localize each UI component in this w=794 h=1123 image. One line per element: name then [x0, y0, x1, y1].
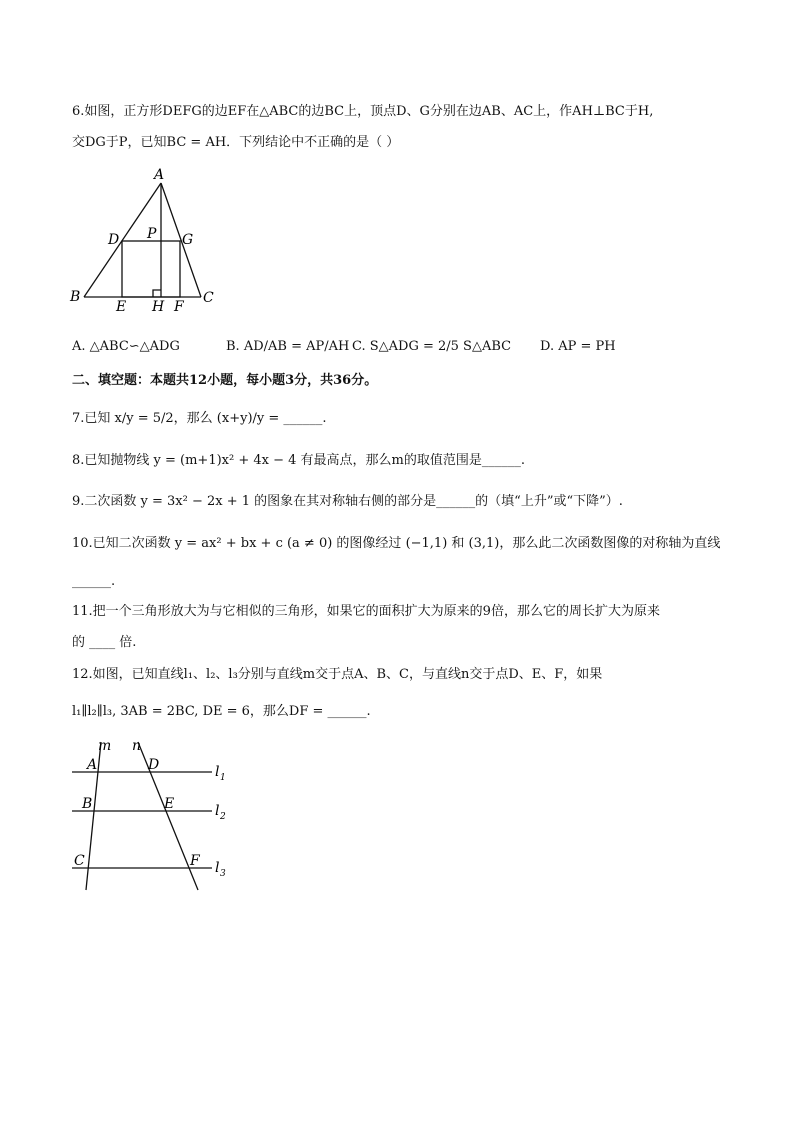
q6-label-c: C: [203, 290, 214, 306]
q9-text: 9.二次函数 y = 3x² − 2x + 1 的图象在其对称轴右侧的部分是______的（填“上升”或“下降”）.: [72, 494, 623, 509]
q10-text-line1: 10.已知二次函数 y = ax² + bx + c (a ≠ 0) 的图像经过 (−1,1) 和 (3,1)，那么此二次函数图像的对称轴为直线: [72, 536, 721, 551]
q11-text-line2: 的 ____ 倍.: [72, 635, 137, 650]
q6-option-c: C. S△ADG = 2/5 S△ABC: [352, 339, 512, 354]
q12-label-l2: l: [215, 803, 220, 819]
q10-text-line2: ______.: [72, 574, 116, 589]
q12-parallel-lines-figure: [66, 734, 236, 896]
q12-label-b: B: [82, 796, 93, 812]
q6-label-g: G: [182, 232, 194, 248]
q6-label-f: F: [174, 299, 184, 315]
q7-text: 7.已知 x/y = 5/2，那么 (x+y)/y = ______.: [72, 411, 327, 426]
q6-label-p: P: [147, 226, 157, 242]
section-heading-fill-in: 二、填空题：本题共12小题，每小题3分，共36分。: [72, 373, 378, 388]
q6-label-d: D: [108, 232, 120, 248]
q12-label-d: D: [148, 757, 160, 773]
q12-label-l2-sub: 2: [220, 812, 226, 822]
q12-label-e: E: [164, 796, 175, 812]
q12-label-a: A: [87, 757, 98, 773]
q8-text: 8.已知抛物线 y = (m+1)x² + 4x − 4 有最高点，那么m的取值范围是______.: [72, 453, 525, 468]
q12-label-l3-sub: 3: [220, 869, 226, 879]
q12-label-f: F: [190, 853, 200, 869]
q12-text-line1: 12.如图，已知直线l₁、l₂、l₃分别与直线m交于点A、B、C，与直线n交于点D、E、F，如果: [72, 667, 603, 682]
q6-label-h: H: [152, 299, 165, 315]
q6-option-b: B. AD/AB = AP/AH: [226, 339, 350, 354]
q6-option-d: D. AP = PH: [540, 339, 616, 354]
q12-label-c: C: [74, 853, 85, 869]
q12-text-line2: l₁∥l₂∥l₃, 3AB = 2BC, DE = 6，那么DF = ______.: [72, 704, 371, 719]
q6-text-line2: 交DG于P，已知BC = AH．下列结论中不正确的是（ ）: [72, 135, 400, 150]
q6-label-b: B: [70, 289, 81, 305]
q12-label-l3: l: [215, 860, 220, 876]
q12-label-n: n: [132, 738, 142, 754]
q12-label-m: m: [98, 738, 112, 754]
q6-triangle-figure: [66, 164, 226, 316]
q6-label-e: E: [116, 299, 127, 315]
q11-text-line1: 11.把一个三角形放大为与它相似的三角形，如果它的面积扩大为原来的9倍，那么它的周长扩大为原来: [72, 604, 660, 619]
q6-option-a: A. △ABC∽△ADG: [72, 339, 180, 354]
q12-label-l1-sub: 1: [220, 773, 226, 783]
q12-label-l1: l: [215, 764, 220, 780]
q6-label-a: A: [154, 167, 165, 183]
q6-text-line1: 6.如图，正方形DEFG的边EF在△ABC的边BC上，顶点D、G分别在边AB、AC上，作AH⊥BC于H,: [72, 104, 654, 119]
